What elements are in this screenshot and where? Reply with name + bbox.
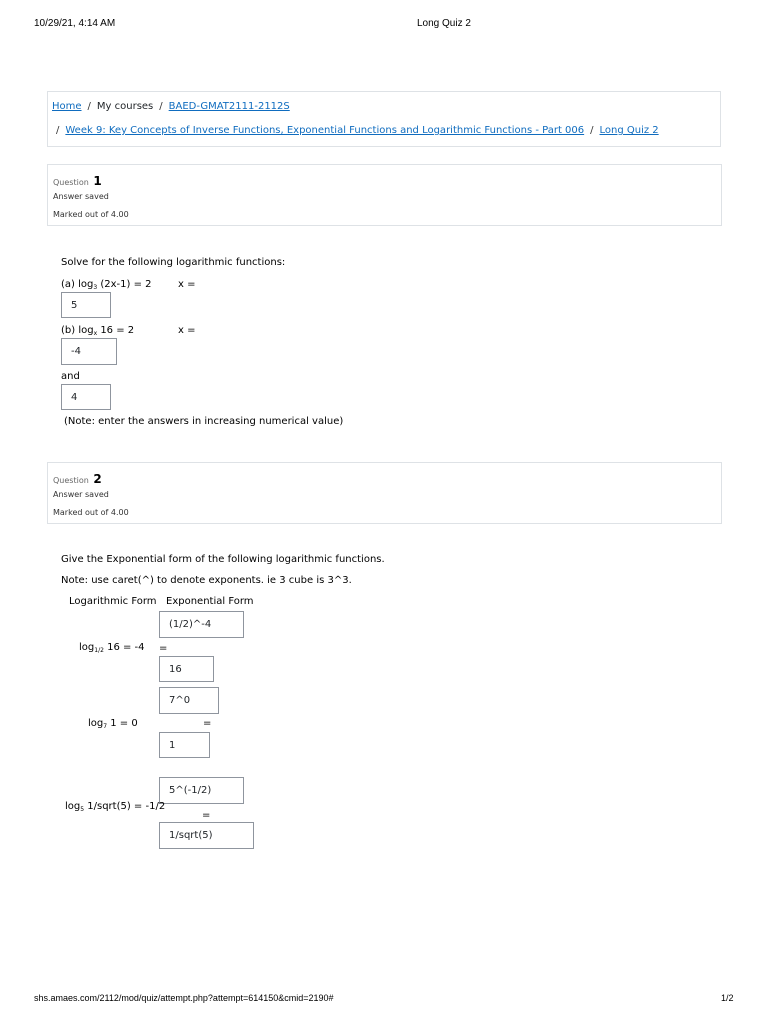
breadcrumb-separator: / bbox=[56, 125, 60, 136]
column-header-exponential: Exponential Form bbox=[166, 596, 254, 607]
print-datetime: 10/29/21, 4:14 AM bbox=[34, 18, 116, 29]
question-1b-answer2-input[interactable]: 4 bbox=[61, 384, 111, 410]
breadcrumb-quiz-link[interactable]: Long Quiz 2 bbox=[599, 125, 659, 136]
row1-value-input[interactable]: 16 bbox=[159, 656, 214, 682]
question-2-number: 2 bbox=[93, 472, 102, 486]
question-1a-equation: (a) $\log_3 (2x-1) = 2$ bbox=[61, 279, 152, 291]
question-1-number: 1 bbox=[93, 174, 102, 188]
question-1-label: Question 1 bbox=[53, 174, 102, 188]
question-1-grade: Marked out of 4.00 bbox=[53, 210, 129, 219]
question-1a-x-label: x = bbox=[178, 279, 196, 290]
print-url: shs.amaes.com/2112/mod/quiz/attempt.php?attempt=614150&cmid=2190# bbox=[34, 993, 334, 1003]
breadcrumb-my-courses: My courses bbox=[96, 101, 154, 112]
question-2-grade: Marked out of 4.00 bbox=[53, 508, 129, 517]
question-2-state: Answer saved bbox=[53, 490, 109, 499]
row3-equals: = bbox=[202, 810, 211, 821]
breadcrumb-home-link[interactable]: Home bbox=[52, 101, 82, 112]
row3-exponential-input[interactable]: 5^(-1/2) bbox=[159, 777, 244, 804]
row2-value-input[interactable]: 1 bbox=[159, 732, 210, 758]
print-page-number: 1/2 bbox=[721, 993, 734, 1003]
row3-value-input[interactable]: 1/sqrt(5) bbox=[159, 822, 254, 849]
row2-logarithmic-form: $\log_7 1 = 0$ bbox=[88, 718, 138, 730]
question-2-prompt: Give the Exponential form of the following logarithmic functions. bbox=[61, 554, 385, 565]
question-1b-answer1-input[interactable]: -4 bbox=[61, 338, 117, 365]
question-1-note: (Note: enter the answers in increasing numerical value) bbox=[64, 416, 344, 427]
row1-logarithmic-form: $\log_{1/2} 16 = -4$ bbox=[79, 642, 145, 654]
row2-equals: = bbox=[203, 718, 212, 729]
breadcrumb-separator: / bbox=[590, 125, 594, 136]
breadcrumb-separator: / bbox=[87, 101, 91, 112]
question-1-info bbox=[47, 164, 722, 226]
question-1a-answer-input[interactable]: 5 bbox=[61, 292, 111, 318]
row1-equals: = bbox=[159, 643, 168, 654]
question-2-note: Note: use caret(^) to denote exponents. ie 3 cube is 3^3. bbox=[61, 575, 352, 586]
question-1-state: Answer saved bbox=[53, 192, 109, 201]
print-page-title: Long Quiz 2 bbox=[417, 18, 471, 29]
row3-logarithmic-form: $\log_5$ 1/sqrt(5) = -1/2 bbox=[65, 801, 166, 813]
question-1b-equation: (b) $\log_x 16 = 2$ bbox=[61, 325, 135, 337]
breadcrumb-course-link[interactable]: BAED-GMAT2111-2112S bbox=[168, 101, 290, 112]
breadcrumb-week-link[interactable]: Week 9: Key Concepts of Inverse Functions, Exponential Functions and Logarithmic Functions - Part 006 bbox=[65, 125, 585, 136]
column-header-logarithmic: Logarithmic Form bbox=[69, 596, 157, 607]
question-2-label: Question 2 bbox=[53, 472, 102, 486]
question-2-info bbox=[47, 462, 722, 524]
question-1b-and-label: and bbox=[61, 371, 80, 382]
row1-exponential-input[interactable]: (1/2)^-4 bbox=[159, 611, 244, 638]
row2-exponential-input[interactable]: 7^0 bbox=[159, 687, 219, 714]
breadcrumb-separator: / bbox=[159, 101, 163, 112]
question-1b-x-label: x = bbox=[178, 325, 196, 336]
question-1-prompt: Solve for the following logarithmic functions: bbox=[61, 257, 286, 268]
breadcrumb bbox=[47, 91, 721, 147]
